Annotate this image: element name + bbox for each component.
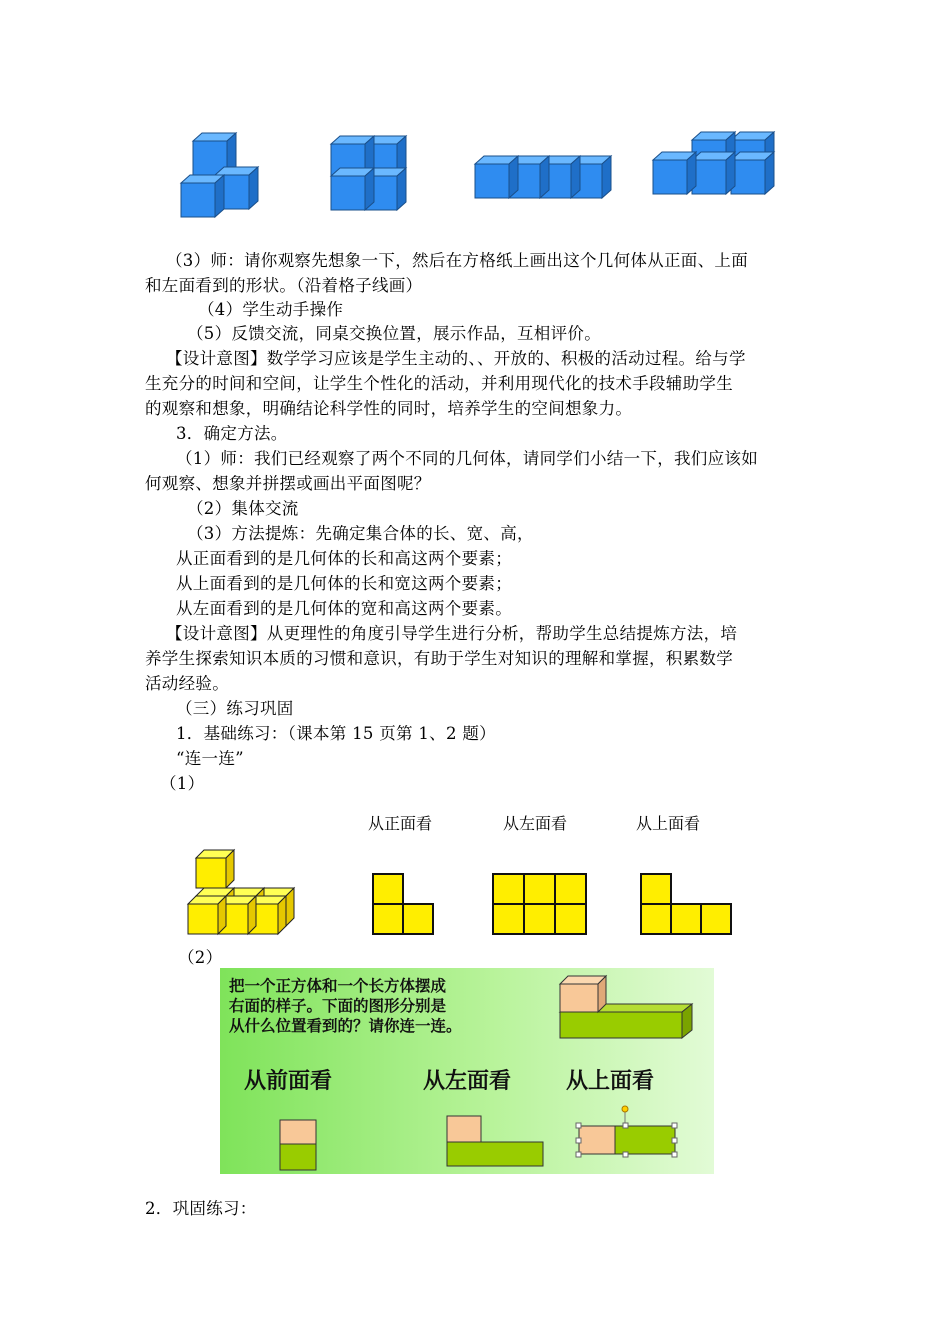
ex2-prompt-line-3: 从什么位置看到的？请你连一连。 [229,1017,462,1035]
para-5: 【设计意图】数学学习应该是学生主动的、、开放的、积极的活动过程。给与学 [166,349,746,368]
blue-figure-3 [475,156,611,198]
ex2-top-view-shape [576,1106,677,1157]
para-22: （1） [160,774,205,793]
para-18: 活动经验。 [145,674,229,693]
para-17: 养学生探索知识本质的习惯和意识，有助于学生对知识的理解和掌握，积累数学 [145,649,733,668]
para-21: “连一连” [176,749,244,768]
para-6: 生充分的时间和空间，让学生个性化的活动，并利用现代化的技术手段辅助学生 [145,374,733,393]
ex1-view-top: 从上面看 [636,814,701,833]
ex1-top-view-shape [641,874,731,934]
para-8: 3．确定方法。 [176,424,288,443]
exercise2-panel [220,968,714,1174]
para-1: （3）师：请你观察先想象一下，然后在方格纸上画出这个几何体从正面、上面 [166,251,748,270]
para-11: （2）集体交流 [187,499,299,518]
footer-line: 2．巩固练习： [145,1199,257,1218]
para-3: （4）学生动手操作 [198,300,344,319]
ex2-prompt-line-1: 把一个正方体和一个长方体摆成 [229,977,447,995]
ex2-3d-figure [558,972,698,1052]
para-19: （三）练习巩固 [176,699,294,718]
ex2-front-view-shape [280,1120,316,1170]
para-12: （3）方法提炼：先确定集合体的长、宽、高， [187,524,534,543]
para-10: 何观察、想象并拼摆或画出平面图呢？ [145,474,431,493]
ex2-view-shapes [220,1104,714,1174]
ex2-view-front: 从前面看 [244,1068,333,1094]
ex2-view-left: 从左面看 [423,1068,512,1094]
blue-cube-figures [0,0,950,230]
para-13: 从正面看到的是几何体的长和高这两个要素； [176,549,512,568]
para-4: （5）反馈交流，同桌交换位置，展示作品，互相评价。 [187,324,601,343]
para-15: 从左面看到的是几何体的宽和高这两个要素。 [176,599,512,618]
ex2-left-view-shape [447,1116,543,1166]
para-20: 1．基础练习：（课本第 15 页第 1、2 题） [176,724,496,743]
para-9: （1）师：我们已经观察了两个不同的几何体，请同学们小结一下，我们应该如 [176,449,758,468]
blue-figure-2 [331,136,406,210]
ex1-label-2: （2） [178,948,223,967]
ex1-view-front: 从正面看 [368,814,433,833]
ex1-front-view-shape [373,874,433,934]
ex2-view-top: 从上面看 [566,1068,655,1094]
ex1-view-left: 从左面看 [503,814,568,833]
ex1-left-view-shape [493,874,586,934]
para-7: 的观察和想象，明确结论科学性的同时，培养学生的空间想象力。 [145,399,633,418]
blue-figure-1 [181,133,258,217]
para-16: 【设计意图】从更理性的角度引导学生进行分析，帮助学生总结提炼方法，培 [166,624,738,643]
para-14: 从上面看到的是几何体的长和宽这两个要素； [176,574,512,593]
blue-figure-4 [653,132,774,194]
ex2-prompt-line-2: 右面的样子。下面的图形分别是 [229,997,447,1015]
para-2: 和左面看到的形状。（沿着格子线画） [145,276,423,295]
yellow-3d-figure [188,850,294,934]
